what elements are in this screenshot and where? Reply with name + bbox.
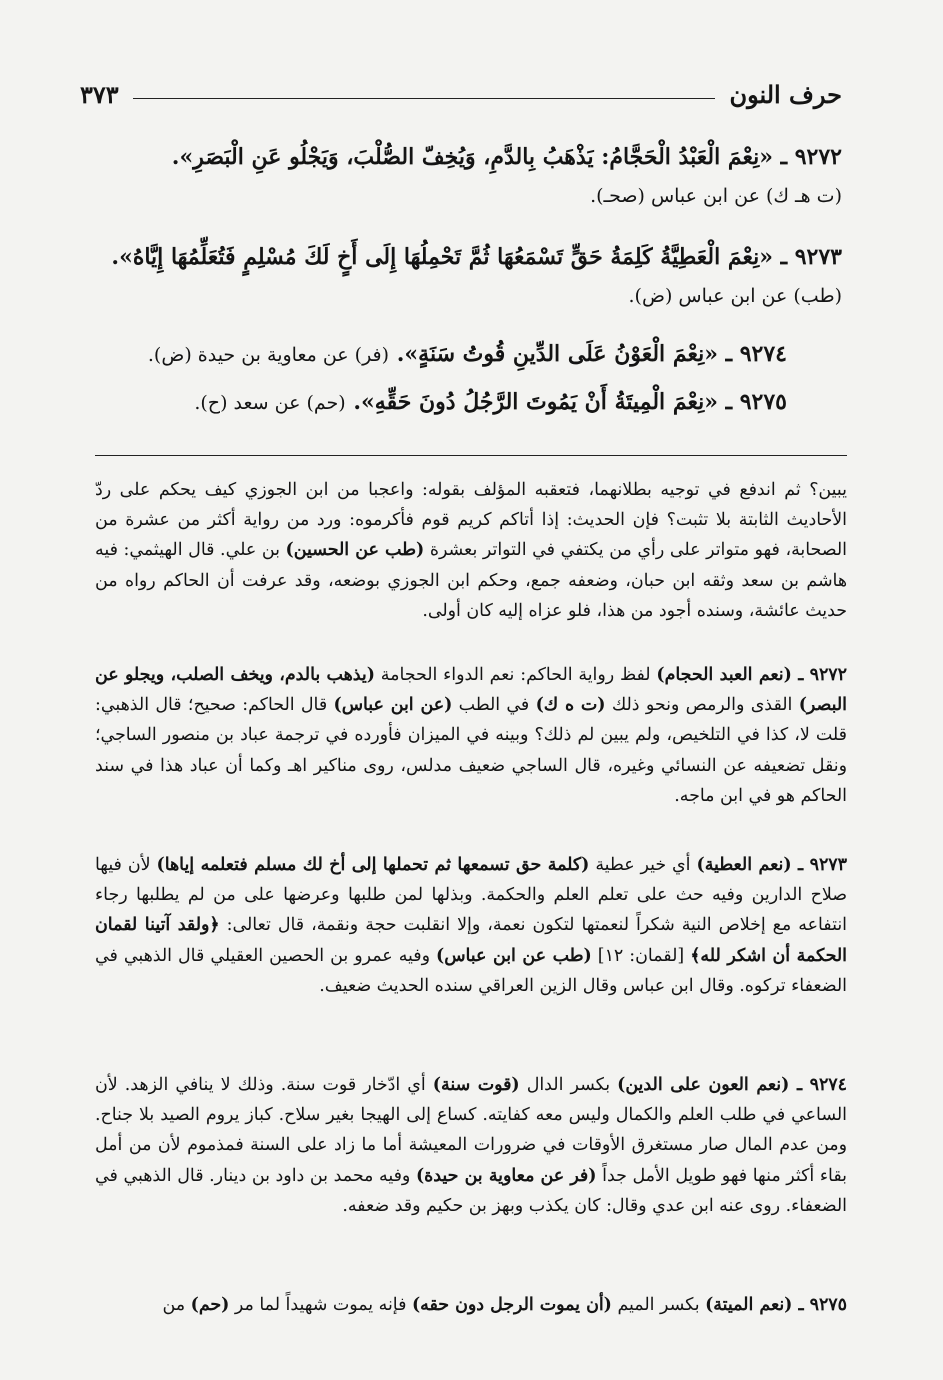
hadith-source: (فر) عن معاوية بن حيدة (ض).: [147, 344, 390, 366]
chapter-title: حرف النون: [729, 79, 842, 109]
hadith-entry: ٩٢٧٤ ـ «نِعْمَ الْعَوْنُ عَلَى الدِّينِ قُوتُ سَنَةٍ». (فر) عن معاوية بن حيدة (ض).: [147, 341, 787, 367]
hadith-number: ٩٢٧٥: [739, 389, 787, 415]
hadith-text: «نِعْمَ الْعَوْنُ عَلَى الدِّينِ قُوتُ سَنَةٍ».: [396, 341, 718, 367]
hadith-number: ٩٢٧٣: [794, 244, 842, 270]
hadith-entry: ٩٢٧٣ ـ «نِعْمَ الْعَطِيَّةُ كَلِمَةُ حَقٍّ تَسْمَعُهَا ثُمَّ تَحْمِلُهَا إِلَى أَخٍ لَكَ مُسْلِمٍ فَتُعَلِّمُهَا إِيَّاهُ». (طب) عن ابن عباس (ض).: [80, 235, 842, 313]
commentary-number: ٩٢٧٣: [809, 855, 847, 875]
hadith-text: «نِعْمَ الْعَبْدُ الْحَجَّامُ: يَذْهَبُ بِالدَّمِ، وَيُخِفّ الصُّلْبَ، وَيَجْلُو عَنِ الْبَصَرِ».: [171, 144, 773, 170]
footnote-divider: [95, 455, 847, 456]
commentary-paragraph: ٩٢٧٥ ـ (نعم الميتة) بكسر الميم (أن يموت الرجل دون حقه) فإنه يموت شهيداً لما مر (حم) من: [162, 1295, 847, 1315]
commentary-paragraph: ٩٢٧٣ ـ (نعم العطية) أي خير عطية (كلمة حق تسمعها ثم تحملها إلى أخ لك مسلم فتعلمه إياها) لأن فيها صلاح الدارين وفيه حث على تعلم العلم والحكمة. وبذلها لمن طلبها وعرضها على من لم يطلبها رجاء انتفاعه مع إخلاص النية شكراً لنعمتها لتكون نعمة، وإلا انقلبت حجة ونقمة، قال تعالى: ﴿ولقد آتينا لقمان الحكمة أن اشكر لله﴾ [لقمان: ١٢] (طب عن ابن عباس) وفيه عمرو بن الحصين العقيلي قال الذهبي في الضعفاء تركوه. وقال ابن عباس وقال الزين العراقي سنده الحديث ضعيف.: [95, 855, 847, 996]
commentary-paragraph: ٩٢٧٤ ـ (نعم العون على الدين) بكسر الدال (قوت سنة) أي ادّخار قوت سنة. وذلك لا ينافي الزهد. لأن الساعي في طلب العلم والكمال وليس معه كفايته. كساع إلى الهيجا بغير سلاح. كباز يروم الصيد بلا جناح. ومن عدم المال صار مستغرق الأوقات في ضرورات المعيشة أما ما زاد على السنة فمذموم لأن من أمل بقاء أكثر منها فهو طويل الأمل جداً (فر عن معاوية بن حيدة) وفيه محمد بن داود بن دينار. قال الذهبي في الضعفاء. روى عنه ابن عدي وقال: كان يكذب وبهز بن حكيم وقد ضعفه.: [95, 1075, 847, 1216]
hadith-source: (حم) عن سعد (ح).: [194, 392, 346, 414]
hadith-text: «نِعْمَ الْعَطِيَّةُ كَلِمَةُ حَقٍّ تَسْمَعُهَا ثُمَّ تَحْمِلُهَا إِلَى أَخٍ لَكَ مُسْلِمٍ فَتُعَلِّمُهَا إِيَّاهُ».: [111, 244, 773, 270]
hadith-number: ٩٢٧٢: [794, 144, 842, 170]
page-header: [80, 74, 842, 114]
hadith-number: ٩٢٧٤: [739, 341, 787, 367]
commentary-paragraph: ٩٢٧٢ ـ (نعم العبد الحجام) لفظ رواية الحاكم: نعم الدواء الحجامة (يذهب بالدم، ويخف الصلب، ويجلو عن البصر) القذى والرمص ونحو ذلك (ت ه ك) في الطب (عن ابن عباس) قال الحاكم: صحيح؛ قال الذهبي: قلت لا، كذا في التلخيص، ولم يبين لم ذلك؟ وبينه في الميزان فأورده في ترجمة عباد بن منصور الساجي؛ ونقل تضعيفه عن النسائي وغيره، قال الساجي ضعيف مدلس، روى مناكير اهـ وكما أن عباد هذا في سند الحاكم هو في ابن ماجه.: [95, 665, 847, 806]
hadith-source: (طب) عن ابن عباس (ض).: [628, 285, 842, 307]
commentary-number: ٩٢٧٥: [809, 1295, 847, 1315]
hadith-source: (ت هـ ك) عن ابن عباس (صحـ).: [590, 185, 842, 207]
commentary-paragraph: يبين؟ ثم اندفع في توجيه بطلانهما، فتعقبه المؤلف بقوله: واعجبا من ابن الجوزي كيف يحكم على ردّ الأحاديث الثابتة بلا تثبت؟ فإن الحديث: إذا أتاكم كريم قوم فأكرموه: ورد من رواية أكثر من عشرة من الصحابة، فهو متواتر على رأي من يكتفي في التواتر بعشرة (طب عن الحسين) بن علي. قال الهيثمي: فيه هاشم بن سعد وثقه ابن حبان، وضعفه جمع، وحكم ابن الجوزي بوضعه، وقد عرفت أن الحاكم رواه من حديث عائشة، وسنده أجود من هذا، فلو عزاه إليه كان أولى.: [95, 480, 847, 621]
commentary-number: ٩٢٧٢: [809, 665, 847, 685]
header-rule: [133, 98, 716, 99]
hadith-entry: ٩٢٧٢ ـ «نِعْمَ الْعَبْدُ الْحَجَّامُ: يَذْهَبُ بِالدَّمِ، وَيُخِفّ الصُّلْبَ، وَيَجْلُو عَنِ الْبَصَرِ». (ت هـ ك) عن ابن عباس (صحـ).: [80, 135, 842, 213]
hadith-entry: ٩٢٧٥ ـ «نِعْمَ الْمِيتَةُ أَنْ يَمُوتَ الرَّجُلُ دُونَ حَقِّهِ». (حم) عن سعد (ح).: [194, 389, 787, 415]
commentary-number: ٩٢٧٤: [809, 1075, 847, 1095]
hadith-text: «نِعْمَ الْمِيتَةُ أَنْ يَمُوتَ الرَّجُلُ دُونَ حَقِّهِ».: [353, 389, 718, 415]
page-number: ٣٧٣: [80, 79, 119, 109]
